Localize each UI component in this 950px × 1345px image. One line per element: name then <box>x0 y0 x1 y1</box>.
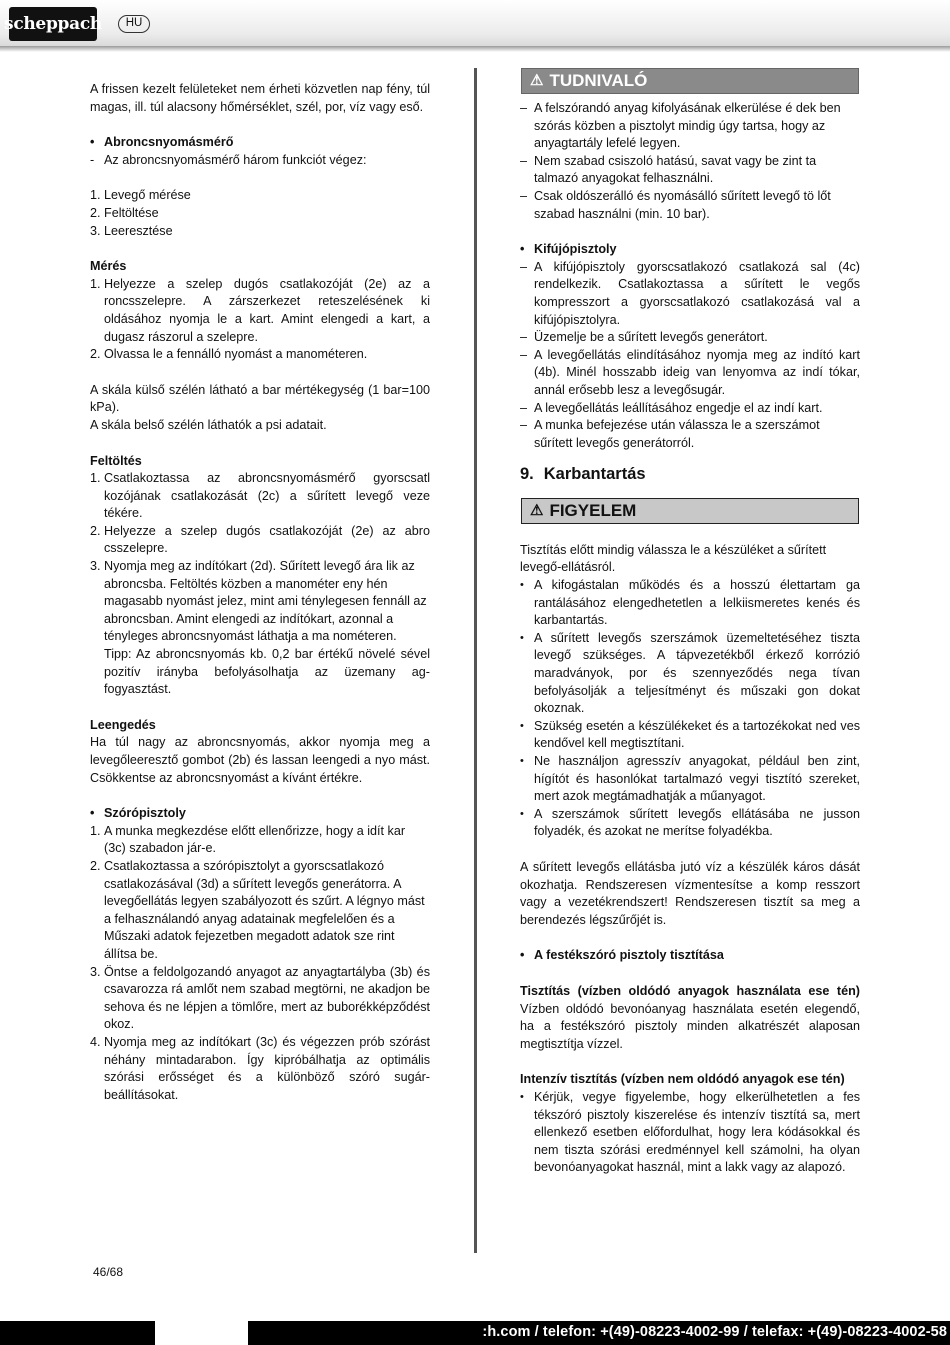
paint-heading: • A festékszóró pisztoly tisztítása <box>520 947 860 965</box>
function-item: 2. Feltöltése <box>90 205 159 220</box>
intensive-item: • Kérjük, vegye figyelembe, hogy elkerülhetetlen a fes tékszóró pisztoly kiszerelése és intenzív tisztítá sa, mert ellenkező esetben előfordulhat, hogy lera kódásokkal és nem tiszta szórási eredménnyel kell számolni, ha olyan bevonóanyagokat használ, mint a lakk vagy az alapozó. <box>520 1089 860 1175</box>
page-number: 46/68 <box>93 1265 124 1279</box>
footer-contact: :h.com / telefon: +(49)-08223-4002-99 / telefax: +(49)-08223-4002-58 <box>482 1324 947 1340</box>
kifujo-item: – Üzemelje be a sűrített levegős generátort. <box>520 330 768 345</box>
scale-text: A skála külső szélén látható a bar mértékegység (1 bar=100 kPa). <box>90 382 430 415</box>
language-badge: HU <box>118 15 150 33</box>
clean-item: • Szükség esetén a készülékeket és a tartozékokat ned ves kendővel kell megtisztítani. <box>520 718 860 751</box>
intensive-heading: Intenzív tisztítás (vízben nem oldódó anyagok ese tén) <box>520 1072 845 1087</box>
kifujo-item: – A levegőellátás leállításához engedje el az indí kart. <box>520 400 823 415</box>
header-shadow <box>0 46 950 52</box>
szoro-item: 3. Öntse a feldolgozandó anyagot az anyagtartályba (3b) és csavarozza rá amlőt nem szabad megtörni, ne akadjon be sehova és ne lépjen a tömlőre, mert az buborékképződést okoz. <box>90 964 430 1032</box>
feltoltes-item: 1. Csatlakoztassa az abroncsnyomásmérő gyorscsatl kozójának csatlakozását (2c) a sűrített levegő veze tékére. <box>90 471 430 521</box>
water-text: A sűrített levegős ellátásba jutó víz a készülék káros dását okozhatja. Rendszeresen vízmentesítse a komp resszort vagy a vezetékrendszert! Rendszeresen tisztít sa meg a berendezés légszűrőjét is. <box>520 859 860 927</box>
clean-item: • A kifogástalan működés és a hosszú élettartam ga rantálásához elengedhetetlen a lelkiismeretes kenés és karbantartás. <box>520 578 860 628</box>
meres-item: 2. Olvassa le a fennálló nyomást a manométeren. <box>90 347 368 362</box>
left-column <box>90 81 430 1104</box>
clean-water-paragraph: Tisztítás (vízben oldódó anyagok használata ese tén) Vízben oldódó bevonóanyag használata esetén elegendő, ha a festékszóró pisztoly minden alkatrészét alaposan megtisztítja vízzel. <box>520 983 860 1051</box>
meres-item: 1. Helyezze a szelep dugós csatlakozóját (2e) az a roncsszelepre. A zárszerkezet reteszelésének ki oldásához nyomja le a kart. Amint elengedi a kart, a dugasz rászorul a szelepre. <box>90 276 430 344</box>
footer-bar <box>0 1321 950 1345</box>
clean-item: • Ne használjon agresszív anyagokat, például ben zint, hígítót és hasonlókat tartalmazó vegyi tisztító szereket, mert azok megtámadhatják a műanyagot. <box>520 754 860 804</box>
gauge-heading: • Abroncsnyomásmérő <box>90 134 430 152</box>
meres-heading: Mérés <box>90 259 127 274</box>
clean-item: • A sűrített levegős szerszámok üzemeltetéséhez tiszta levegő szükséges. A tápvezetékből érkező korrózió maradványok, por és szennyeződés nega tívan befolyásolják a teljesítményt és műszaki gon dokat okoznak. <box>520 630 860 716</box>
clean-item: • A szerszámok sűrített levegős ellátásába ne jusson folyadék, és azokat ne merítse folyadékba. <box>520 806 860 839</box>
bullet-icon: • <box>90 806 95 821</box>
bullet-icon: • <box>520 948 525 963</box>
footer-gap <box>155 1321 248 1345</box>
bullet-icon: • <box>90 135 95 150</box>
notice-box: ⚠ TUDNIVALÓ <box>521 68 859 94</box>
feltoltes-item: 2. Helyezze a szelep dugós csatlakozóját (2e) az abro csszelepre. <box>90 523 430 556</box>
scheppach-logo: scheppach <box>9 7 97 41</box>
feltoltes-item: 3. Nyomja meg az indítókart (2d). Sűrített levegő ára lik az abroncsba. Feltöltés közben a manométer eny hén magasabb nyomást jelez, mint ami ténylegesen fennáll az abroncsban. Amint elengedi az indítókart, azonnal a tényleges abroncsnyomást láthatja a ma nométeren. <box>90 559 427 644</box>
kifujo-item: – A levegőellátás elindításához nyomja meg az indító kart (4b). Minél hosszabb ideig van lenyomva az indí tókar, annál erősebb lesz a levegősugár. <box>520 347 860 397</box>
warning-triangle-icon: ⚠ <box>530 502 544 520</box>
function-item: 3. Leeresztése <box>90 223 173 238</box>
bullet-icon: • <box>520 242 525 257</box>
feltoltes-heading: Feltöltés <box>90 453 142 468</box>
szoro-heading: • Szórópisztoly <box>90 805 430 823</box>
leengedes-text: Ha túl nagy az abroncsnyomás, akkor nyomja meg a levegőleeresztő gombot (2b) és lassan leengedi a nyo mást. Csökkentse az abroncsnyomást a kívánt értékre. <box>90 735 430 785</box>
function-item: 1. Levegő mérése <box>90 188 191 203</box>
section-heading: 9. Karbantartás <box>520 465 646 484</box>
tip-text: Tipp: Az abroncsnyomás kb. 0,2 bar értékű növelé sével pozitív irányba befolyásolhatja az üzemany ag-fogyasztást. <box>104 647 430 697</box>
szoro-item: 1. A munka megkezdése előtt ellenőrizze, hogy a idít kar (3c) szabadon jár-e. <box>90 823 406 856</box>
clean-intro: Tisztítás előtt mindig válassza le a készüléket a sűrített levegő-ellátásról. <box>520 542 827 575</box>
szoro-item: 4. Nyomja meg az indítókart (3c) és végezzen prób szórást néhány mintadarabon. Így kipróbálhatja az optimális szórási erősséget és a különböző szóró sugár-beállításokat. <box>90 1034 430 1102</box>
notice-item: – Csak oldószerálló és nyomásálló sűrített levegő tö lőt szabad használni (min. 10 bar). <box>520 188 831 221</box>
notice-item: – A felszórandó anyag kifolyásának elkerülése é dek ben szórás közben a pisztolyt mindig úgy tartsa, hogy az anyagtartály lefelé legyen. <box>520 101 841 151</box>
scale-text: A skála belső szélén láthatók a psi adatait. <box>90 417 327 432</box>
gauge-intro: - Az abroncsnyomásmérő három funkciót végez: <box>90 152 367 167</box>
column-divider <box>474 68 477 1253</box>
warning-triangle-icon: ⚠ <box>530 72 544 90</box>
szoro-item: 2. Csatlakoztassa a szórópisztolyt a gyorscsatlakozó csatlakozásával (3d) a sűrített levegős generátorra. A levegőellátás legyen szabályozott és szűrt. A légnyo mást a felhasználandó anyag adatainak megfelelően és a Műszaki adatok fejezetben megadott adatok sze rint állítsa be. <box>90 858 425 961</box>
right-column <box>520 68 860 1177</box>
intro-paragraph: A frissen kezelt felületeket nem érheti közvetlen nap fény, túl magas, ill. túl alacsony hőmérséklet, szél, por, víz vagy eső. <box>90 82 430 114</box>
kifujo-item: – A kifújópisztoly gyorscsatlakozó csatlakozá sal (4c) rendelkezik. Csatlakoztassa a sűrített le vegős kompresszort a gyorscsatlakozó csatlakozásá val a kifújópisztolyra. <box>520 259 860 327</box>
kifujo-item: – A munka befejezése után válassza le a szerszámot sűrített levegős generátorról. <box>520 418 820 450</box>
notice-item: – Nem szabad csiszoló hatású, savat vagy be zint ta talmazó anyagokat felhasználni. <box>520 153 817 186</box>
kifujo-heading: • Kifújópisztoly <box>520 241 860 259</box>
leengedes-heading: Leengedés <box>90 717 156 732</box>
warning-box: ⚠ FIGYELEM <box>521 498 859 524</box>
page-header <box>0 0 950 48</box>
